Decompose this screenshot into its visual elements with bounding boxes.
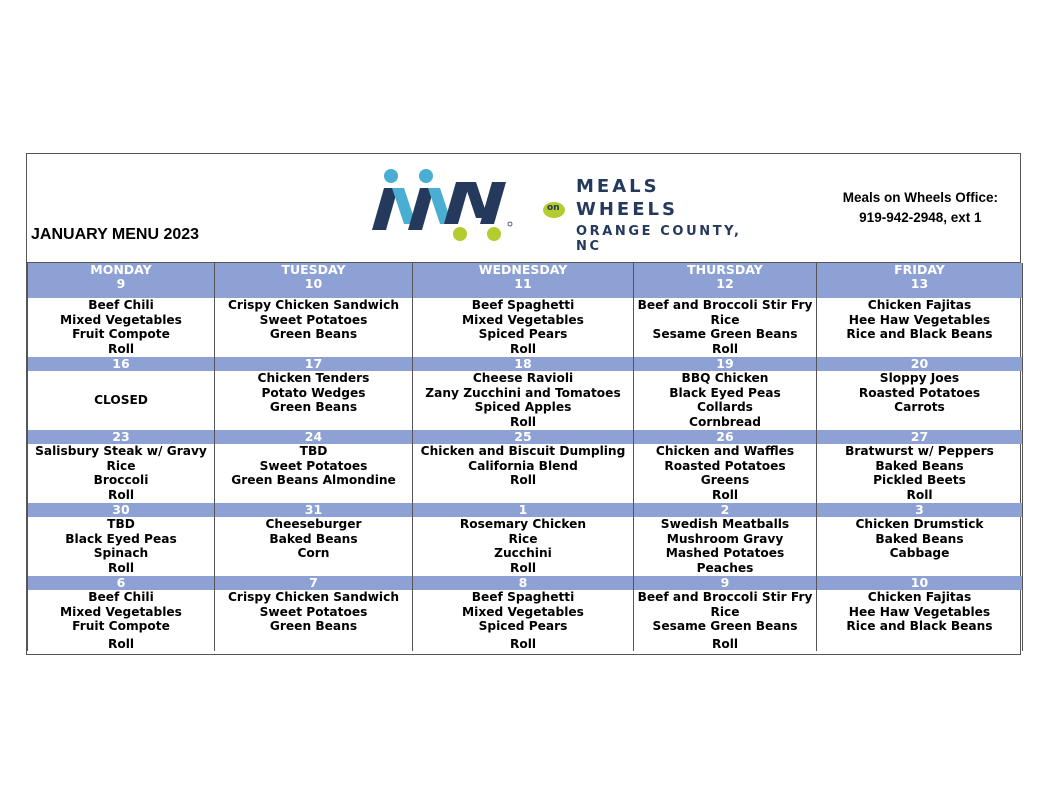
menu-item: Chicken Fajitas (867, 298, 972, 312)
menu-item: Corn (297, 546, 330, 560)
meal-cell (215, 444, 413, 503)
meal-row (28, 517, 1023, 576)
menu-item: Cheese Ravioli (472, 371, 574, 385)
day-header: FRIDAY (894, 262, 945, 277)
meal-row (28, 590, 1023, 651)
menu-item: Hee Haw Vegetables (848, 312, 991, 327)
date-row (28, 430, 1023, 444)
meal-cell (634, 444, 817, 503)
menu-item: Roll (509, 636, 537, 651)
meal-cell (413, 444, 634, 503)
date-number: 11 (514, 276, 532, 291)
meal-cell (215, 371, 413, 430)
day-header: WEDNESDAY (478, 262, 568, 277)
meal-cell (413, 298, 634, 357)
day-header: THURSDAY (687, 262, 763, 277)
menu-item: Sweet Potatoes (259, 604, 368, 619)
menu-item: Bratwurst w/ Peppers (845, 444, 994, 458)
logo-word-on: on (547, 203, 560, 213)
meal-cell (634, 371, 817, 430)
date-cell (634, 430, 817, 444)
date-number: 3 (915, 502, 924, 517)
meal-cell (817, 298, 1023, 357)
meal-row (28, 444, 1023, 503)
meal-cell (817, 517, 1023, 576)
menu-item: Roll (711, 487, 739, 502)
menu-item: Green Beans (269, 619, 358, 633)
menu-item: Roll (509, 560, 537, 575)
menu-item: Mushroom Gravy (666, 531, 784, 546)
menu-item: Black Eyed Peas (65, 531, 177, 546)
date-cell (413, 263, 634, 298)
meal-cell (28, 590, 215, 651)
meal-cell (28, 298, 215, 357)
date-number: 23 (112, 429, 130, 444)
date-cell (215, 357, 413, 371)
date-number: 7 (309, 575, 318, 590)
date-cell (28, 357, 215, 371)
meal-row (28, 298, 1023, 357)
meals-on-wheels-logo (364, 168, 774, 254)
meal-cell (215, 298, 413, 357)
meal-cell (413, 371, 634, 430)
menu-item: Beef and Broccoli Stir Fry (637, 590, 813, 604)
menu-item: Green Beans (269, 400, 358, 414)
date-cell (634, 576, 817, 590)
menu-item: Beef Spaghetti (471, 298, 575, 312)
date-number: 10 (304, 276, 323, 291)
menu-item: Sloppy Joes (879, 371, 960, 385)
menu-item: Sesame Green Beans (652, 327, 798, 341)
date-cell (817, 430, 1023, 444)
menu-item: Roasted Potatoes (664, 458, 786, 473)
date-number: 17 (304, 356, 323, 371)
date-cell (28, 430, 215, 444)
menu-item: Pickled Beets (873, 473, 966, 487)
meal-cell (634, 298, 817, 357)
date-cell (634, 503, 817, 517)
meal-cell (28, 517, 215, 576)
menu-item: Broccoli (93, 473, 149, 487)
office-label: Meals on Wheels Office: (842, 190, 998, 205)
menu-item: Potato Wedges (261, 385, 366, 400)
menu-item: Roll (906, 487, 933, 502)
menu-item: Sweet Potatoes (259, 458, 368, 473)
date-number: 6 (116, 575, 126, 590)
menu-item: Cheeseburger (265, 517, 362, 531)
date-number: 18 (514, 356, 532, 371)
menu-item: Beef and Broccoli Stir Fry (637, 298, 813, 312)
meal-cell (413, 590, 634, 651)
meal-cell (634, 590, 817, 651)
date-cell (215, 263, 413, 298)
menu-grid (27, 263, 1023, 651)
menu-item: Roll (107, 487, 135, 502)
meal-cell (413, 517, 634, 576)
menu-item: Spinach (93, 546, 149, 560)
menu-item: Roll (107, 341, 135, 356)
menu-item: Spiced Pears (478, 327, 568, 341)
date-row (28, 503, 1023, 517)
date-cell (413, 503, 634, 517)
meal-cell (215, 517, 413, 576)
date-cell (215, 576, 413, 590)
menu-item: Collards (697, 400, 753, 414)
date-number: 1 (518, 502, 528, 517)
menu-item: Black Eyed Peas (669, 385, 781, 400)
menu-item: Rice (710, 312, 740, 327)
logo-word-meals: MEALS (576, 176, 660, 197)
menu-item: Zucchini (494, 546, 552, 560)
menu-item: Fruit Compote (72, 619, 170, 633)
meal-cell (817, 444, 1023, 503)
menu-item: Fruit Compote (72, 327, 170, 341)
menu-item: Chicken Tenders (257, 371, 370, 385)
menu-sheet (26, 153, 1021, 655)
menu-item: Swedish Meatballs (660, 517, 790, 531)
date-number: 9 (720, 575, 730, 590)
menu-item: Crispy Chicken Sandwich (227, 298, 400, 312)
menu-item: TBD (107, 517, 135, 531)
date-number: 30 (112, 502, 130, 517)
menu-item: Carrots (894, 400, 945, 414)
logo-word-region: ORANGE COUNTY, NC (576, 224, 742, 254)
menu-item: Beef Spaghetti (471, 590, 575, 604)
logo-mark-icon (364, 168, 549, 244)
meal-cell (28, 444, 215, 503)
date-cell (817, 503, 1023, 517)
date-cell (817, 357, 1023, 371)
day-header: TUESDAY (281, 262, 346, 277)
office-contact (843, 188, 998, 228)
menu-item: Spiced Apples (474, 400, 572, 414)
menu-item: Mashed Potatoes (665, 546, 785, 560)
menu-item: Baked Beans (875, 458, 964, 473)
date-number: 12 (716, 276, 734, 291)
menu-item: Rice and Black Beans (846, 327, 993, 341)
menu-item: Cabbage (889, 546, 950, 560)
date-number: 24 (304, 429, 323, 444)
menu-item: Sweet Potatoes (259, 312, 368, 327)
meal-cell (28, 371, 215, 430)
menu-item: Roll (509, 414, 537, 429)
date-row (28, 357, 1023, 371)
menu-item: BBQ Chicken (681, 371, 769, 385)
menu-item: Beef Chili (88, 298, 154, 312)
menu-item: Greens (700, 473, 750, 487)
date-number: 13 (910, 276, 929, 291)
menu-item: Rice and Black Beans (846, 619, 993, 633)
menu-item: Roasted Potatoes (858, 385, 981, 400)
date-cell (413, 576, 634, 590)
meal-cell (817, 590, 1023, 651)
menu-item: Rosemary Chicken (459, 517, 587, 531)
menu-item: Mixed Vegetables (462, 312, 584, 327)
menu-item: Hee Haw Vegetables (848, 604, 991, 619)
date-number: 16 (112, 356, 130, 371)
date-number: 26 (716, 429, 734, 444)
date-cell (28, 576, 215, 590)
menu-item: Roll (711, 636, 739, 651)
date-cell (28, 263, 215, 298)
date-cell (634, 357, 817, 371)
day-header: MONDAY (90, 262, 152, 277)
date-number: 9 (116, 276, 126, 291)
date-number: 19 (716, 356, 734, 371)
menu-item: Mixed Vegetables (60, 312, 182, 327)
menu-item: Chicken Drumstick (855, 517, 984, 531)
menu-item: Zany Zucchini and Tomatoes (425, 385, 621, 400)
menu-item: Beef Chili (88, 590, 154, 604)
office-phone: 919-942-2948, ext 1 (859, 210, 982, 225)
menu-item: CLOSED (94, 393, 148, 407)
date-cell (817, 576, 1023, 590)
date-number: 8 (518, 575, 528, 590)
date-cell (413, 357, 634, 371)
menu-item: Crispy Chicken Sandwich (227, 590, 400, 604)
date-cell (215, 430, 413, 444)
meal-row (28, 371, 1023, 430)
menu-item: Rice (508, 531, 538, 546)
menu-item: Roll (107, 636, 135, 651)
date-row (28, 576, 1023, 590)
date-cell (28, 503, 215, 517)
menu-item: Roll (509, 341, 537, 356)
menu-item: California Blend (468, 458, 578, 473)
menu-item: Rice (106, 458, 136, 473)
date-cell (634, 263, 817, 298)
date-number: 2 (720, 502, 730, 517)
menu-item: Rice (710, 604, 740, 619)
menu-item: Green Beans Almondine (231, 473, 396, 487)
logo-word-wheels: WHEELS (576, 199, 678, 220)
menu-item: Spiced Pears (478, 619, 568, 633)
date-number: 25 (514, 429, 532, 444)
date-number: 31 (304, 502, 323, 517)
date-cell (817, 263, 1023, 298)
menu-item: Mixed Vegetables (462, 604, 584, 619)
menu-item: TBD (299, 444, 328, 458)
meal-cell (817, 371, 1023, 430)
meal-cell (634, 517, 817, 576)
menu-item: Chicken and Biscuit Dumpling (420, 444, 626, 458)
date-cell (215, 503, 413, 517)
menu-item: Cornbread (689, 414, 761, 429)
menu-item: Salisbury Steak w/ Gravy (35, 444, 207, 458)
date-number: 10 (910, 575, 929, 590)
date-cell (413, 430, 634, 444)
menu-item: Peaches (696, 560, 754, 575)
menu-item: Green Beans (269, 327, 358, 341)
menu-item: Roll (509, 473, 537, 487)
menu-item: Roll (107, 560, 135, 575)
menu-item: Baked Beans (269, 531, 358, 546)
date-number: 27 (910, 429, 929, 444)
meal-cell (215, 590, 413, 651)
menu-item: Baked Beans (875, 531, 964, 546)
menu-item: Chicken and Waffles (655, 444, 795, 458)
menu-item: Chicken Fajitas (867, 590, 972, 604)
menu-title: JANUARY MENU 2023 (31, 226, 200, 243)
menu-item: Sesame Green Beans (652, 619, 798, 633)
date-number: 20 (910, 356, 929, 371)
menu-item: Roll (711, 341, 739, 356)
menu-header (27, 154, 1020, 263)
menu-item: Mixed Vegetables (60, 604, 182, 619)
date-row (28, 263, 1023, 298)
